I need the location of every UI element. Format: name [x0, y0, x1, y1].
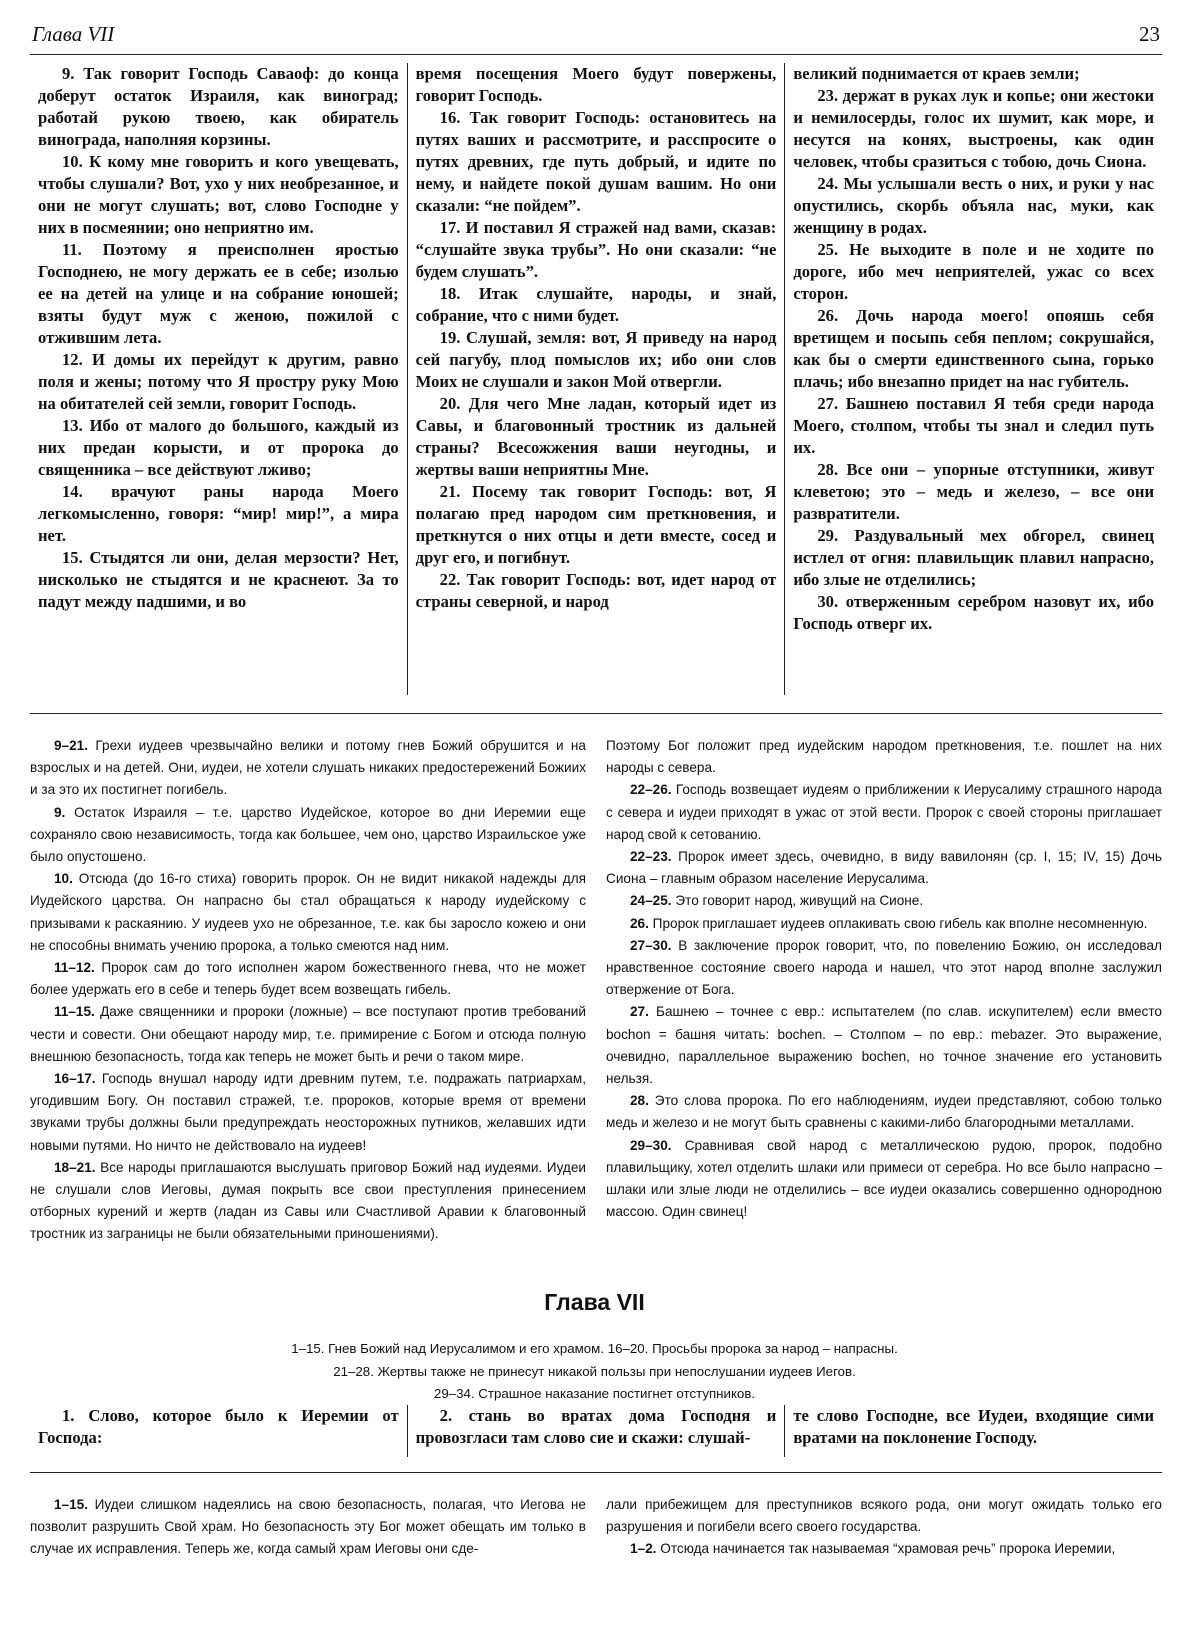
- commentary: [30, 735, 1162, 1270]
- running-head-chapter: Глава VII: [32, 22, 115, 46]
- chapter-summary: [0, 1338, 1189, 1406]
- summary-line: 29–34. Страшное наказание постигнет отступников.: [433, 1386, 756, 1401]
- commentary-column-1: [30, 735, 586, 1270]
- verse-reference: 27–30.: [630, 937, 672, 953]
- commentary-paragraph: [30, 1001, 586, 1068]
- commentary-paragraph: [606, 890, 1162, 912]
- commentary-paragraph: [30, 1157, 586, 1246]
- verse: 26. Дочь народа моего! опояшь себя вретищем и посыпь себя пеплом; сокрушайся, как бы о смерти единственного сына, горько плачь; ибо внезапно придет на нас губитель.: [793, 306, 1155, 391]
- commentary-text: Это слова пророка. По его наблюдениям, иудеи представляют, собою только медь и железо и не могут быть сравнены с какими-либо благородными металлами.: [606, 1093, 1162, 1131]
- commentary-paragraph: [30, 957, 586, 1001]
- verse-reference: 18–21.: [54, 1159, 96, 1175]
- commentary-paragraph: [606, 1135, 1162, 1224]
- verse: 29. Раздувальный мех обгорел, свинец истлел от огня: плавильщик плавил напрасно, ибо злые не отделились;: [793, 526, 1155, 589]
- commentary-text: Иудеи слишком надеялись на свою безопасность, полагая, что Иегова не позволит разрушить Свой храм. Но безопасность эту Бог может обещать им только в случае их исправления. Теперь же, когда самый храм Иеговы они сде-: [30, 1497, 586, 1557]
- commentary-text: Пророк сам до того исполнен жаром божественного гнева, что не может более удержать его в себе и теперь будет всем возвещать гибель.: [30, 960, 586, 998]
- verse-reference: 26.: [630, 915, 649, 931]
- verse: 2. стань во вратах дома Господня и провозгласи там слово сие и скажи: слушай-: [415, 1406, 777, 1447]
- verse-reference: 11–12.: [54, 960, 95, 976]
- commentary-chapter-7: [30, 1494, 1162, 1630]
- commentary-text: Это говорит народ, живущий на Сионе.: [671, 893, 924, 909]
- verse: 9. Так говорит Господь Саваоф: до конца доберут остаток Израиля, как виноград; работай рукою твоею, как обиратель винограда, наполняя корзины.: [38, 64, 399, 149]
- commentary-text: Отсюда (до 16-го стиха) говорить пророк. Он не видит никакой надежды для Иудейского царства. Он напрасно бы стал обращаться к народу иудейскому с призывами к раскаянию. У иудеев ухо не обрезанное, т.е. как бы заросло кожею и они не способны внимать учению пророка, а только смеются над ним.: [30, 871, 586, 953]
- commentary-text: Остаток Израиля – т.е. царство Иудейское, которое во дни Иеремии еще сохраняло свою независимость, тогда как большее, чем оно, царство Израильское уже было опустошено.: [30, 804, 586, 865]
- verse: 18. Итак слушайте, народы, и знай, собрание, что с ними будет.: [415, 284, 777, 325]
- scripture-column-1: [30, 1405, 407, 1457]
- verse: 13. Ибо от малого до большого, каждый из них предан корысти, и от пророка до священника – все действуют лживо;: [38, 416, 399, 479]
- commentary-paragraph: [606, 1090, 1162, 1134]
- verse: 16. Так говорит Господь: остановитесь на путях ваших и рассмотрите, и расспросите о путях древних, где путь добрый, и идите по нему, и найдете покой душам вашим. Но они сказали: “не пойдем”.: [415, 108, 777, 215]
- commentary-column-1: [30, 1494, 586, 1630]
- verse: 12. И домы их перейдут к другим, равно поля и жены; потому что Я простру руку Мою на обитателей сей земли, говорит Господь.: [38, 350, 399, 413]
- verse-reference: 1–2.: [630, 1541, 657, 1557]
- verse: 20. Для чего Мне ладан, который идет из Савы, и благовонный тростник из дальней страны? Всесожжения ваши неугодны, и жертвы ваши неприятны Мне.: [415, 394, 777, 479]
- commentary-text: Отсюда начинается так называемая “храмовая речь” пророка Иеремии,: [656, 1541, 1116, 1557]
- verse-reference: 22–26.: [630, 782, 672, 798]
- verse: 19. Слушай, земля: вот, Я приведу на народ сей пагубу, плод помыслов их; ибо они слов Моих не слушали и закон Мой отвергли.: [415, 328, 777, 391]
- commentary-paragraph: [606, 735, 1162, 779]
- summary-line: 1–15. Гнев Божий над Иерусалимом и его храмом. 16–20. Просьбы пророка за народ – напрасны.: [291, 1341, 898, 1356]
- verse: 23. держат в руках лук и копье; они жестоки и немилосерды, голос их шумит, как море, и несутся на конях, выстроены, как один человек, чтобы сразиться с тобою, дочь Сиона.: [793, 86, 1155, 171]
- commentary-paragraph: [30, 802, 586, 869]
- scripture-column-1: [30, 63, 407, 695]
- verse: 15. Стыдятся ли они, делая мерзости? Нет, нисколько не стыдятся и не краснеют. За то падут между падшими, и во: [38, 548, 399, 611]
- commentary-text: лали прибежищем для преступников всякого рода, они могут ожидать только его разрушения и погибели всего своего государства.: [606, 1497, 1162, 1535]
- running-head: [30, 18, 1162, 55]
- commentary-text: Пророк имеет здесь, очевидно, в виду вавилонян (ср. I, 15; IV, 15) Дочь Сиона – главным образом население Иерусалима.: [606, 849, 1162, 887]
- commentary-text: Грехи иудеев чрезвычайно велики и потому гнев Божий обрушится и на взрослых и на детей. Они, иудеи, не хотели слушать никаких предостережений Божиих и за это их постигнет погибель.: [30, 738, 586, 798]
- commentary-paragraph: [30, 1068, 586, 1157]
- commentary-text: Даже священники и пророки (ложные) – все поступают против требований чести и совести. Они обещают народу мир, т.е. примирение с Богом и отсюда полную внешнюю безопасность, тогда как теперь не может быть и речи о таком мире.: [30, 1004, 586, 1064]
- chapter-title: Глава VII: [544, 1289, 645, 1315]
- commentary-text: В заключение пророк говорит, что, по повелению Божию, он исследовал нравственное состояние своего народа и нашел, что этот народ вполне заслужил отвержение от Бога.: [606, 937, 1162, 998]
- verse-reference: 24–25.: [630, 893, 672, 909]
- commentary-paragraph: [30, 868, 586, 957]
- verse: 14. врачуют раны народа Моего легкомысленно, говоря: “мир! мир!”, а мира нет.: [38, 482, 399, 545]
- scripture-text: [30, 63, 1162, 695]
- verse-reference: 22–23.: [630, 849, 672, 865]
- commentary-text: Пророк приглашает иудеев оплакивать свою гибель как вполне несомненную.: [648, 915, 1148, 931]
- commentary-paragraph: [30, 735, 586, 802]
- verse: 17. И поставил Я стражей над вами, сказав: “слушайте звука трубы”. Но они сказали: “не будем слушать”.: [415, 218, 777, 281]
- scripture-text-chapter-7: [30, 1405, 1162, 1457]
- verse: 24. Мы услышали весть о них, и руки у нас опустились, скорбь объяла нас, муки, как женщину в родах.: [793, 174, 1155, 237]
- commentary-text: Господь возвещает иудеям о приближении к Иерусалиму страшного народа с севера и иудеи приходят в ужас от этой вести. Пророк с своей стороны приглашает народ свой к сетованию.: [606, 782, 1162, 842]
- verse: 28. Все они – упорные отступники, живут клеветою; это – медь и железо, – все они развратители.: [793, 460, 1155, 523]
- commentary-text: Башнею – точнее с евр.: испытателем (по слав. искупителем) если вместо bochon = башня читать: bochen. – Столпом – по евр.: mebazer. Это выражение, очевидно, параллельное выражению bochen, но точное значение его установить нельзя.: [606, 1004, 1162, 1087]
- verse: 25. Не выходите в поле и не ходите по дороге, ибо меч неприятелей, ужас со всех сторон.: [793, 240, 1155, 303]
- verse-reference: 9.: [54, 804, 66, 820]
- verse-reference: 28.: [630, 1093, 649, 1109]
- verse-reference: 11–15.: [54, 1004, 95, 1020]
- verse: 21. Посему так говорит Господь: вот, Я полагаю пред народом сим преткновения, и преткнутся о них отцы и дети вместе, сосед и друг его, и погибнут.: [415, 482, 777, 567]
- verse: 22. Так говорит Господь: вот, идет народ от страны северной, и народ: [415, 570, 777, 611]
- commentary-paragraph: [30, 1494, 586, 1561]
- page-number: 23: [1139, 22, 1160, 46]
- commentary-text: Поэтому Бог положит пред иудейским народом преткновения, т.е. пошлет на них народы с севера.: [606, 738, 1162, 776]
- commentary-paragraph: [606, 913, 1162, 935]
- verse: те слово Господне, все Иудеи, входящие сими вратами на поклонение Господу.: [793, 1406, 1155, 1447]
- commentary-column-2: [606, 1494, 1162, 1630]
- section-divider: [30, 1472, 1162, 1473]
- scripture-column-3: [784, 63, 1162, 695]
- scripture-column-2: [407, 1405, 785, 1457]
- verse-reference: 9–21.: [54, 738, 89, 753]
- summary-line: 21–28. Жертвы также не принесут никакой пользы при непослушании иудеев Иегов.: [333, 1363, 856, 1379]
- verse: 10. К кому мне говорить и кого увещевать, чтобы слушали? Вот, ухо у них необрезанное, и они не могут слушать; вот, слово Господне у них в посмеянии; оно неприятно им.: [38, 152, 399, 237]
- commentary-paragraph: [606, 846, 1162, 890]
- verse: 30. отверженным серебром назовут их, ибо Господь отверг их.: [793, 592, 1155, 633]
- commentary-column-2: [606, 735, 1162, 1270]
- verse: 1. Слово, которое было к Иеремии от Господа:: [38, 1406, 399, 1447]
- scripture-column-3: [784, 1405, 1162, 1457]
- verse-reference: 29–30.: [630, 1137, 672, 1153]
- verse-reference: 27.: [630, 1004, 649, 1020]
- verse: 27. Башнею поставил Я тебя среди народа Моего, столпом, чтобы ты знал и следил путь их.: [793, 394, 1155, 457]
- commentary-text: Все народы приглашаются выслушать приговор Божий над иудеями. Иудеи не слушали слов Иеговы, думая покрыть все свои преступления принесением отборных курений и жертв (ладан из Савы или Счастливой Аравии к благовонный тростник из заграницы не были обязательными приношениями).: [30, 1159, 586, 1242]
- section-divider: [30, 713, 1162, 714]
- scripture-column-2: [407, 63, 785, 695]
- commentary-text: Господь внушал народу идти древним путем, т.е. подражать патриархам, угодившим Богу. Он поставил стражей, т.е. пророков, которые время от времени звуками трубы должны были предупреждать неосторожных путников, желавших идти новыми путями. Но ничто не действовало на иудеев!: [30, 1071, 586, 1153]
- commentary-paragraph: [606, 1001, 1162, 1090]
- verse-reference: 10.: [54, 871, 73, 887]
- commentary-text: Сравнивая свой народ с металлическою рудою, пророк, подобно плавильщику, хотел отделить шлаки или примеси от серебра. Но все было напрасно – шлаки или злые люди не отделились – все иудеи оказались совершенно однородною массою. Один свинец!: [606, 1137, 1162, 1220]
- verse: время посещения Моего будут повержены, говорит Господь.: [415, 64, 777, 105]
- commentary-paragraph: [606, 935, 1162, 1002]
- verse-reference: 1–15.: [54, 1497, 89, 1512]
- verse: 11. Поэтому я преисполнен яростью Господнею, не могу держать ее в себе; изолью ее на детей на улице и на собрание юношей; взяты будут муж с женою, пожилой с отжившим лета.: [38, 240, 399, 347]
- commentary-paragraph: [606, 779, 1162, 846]
- commentary-paragraph: [606, 1538, 1162, 1560]
- verse: великий поднимается от краев земли;: [793, 64, 1080, 83]
- commentary-paragraph: [606, 1494, 1162, 1538]
- verse-reference: 16–17.: [54, 1071, 96, 1087]
